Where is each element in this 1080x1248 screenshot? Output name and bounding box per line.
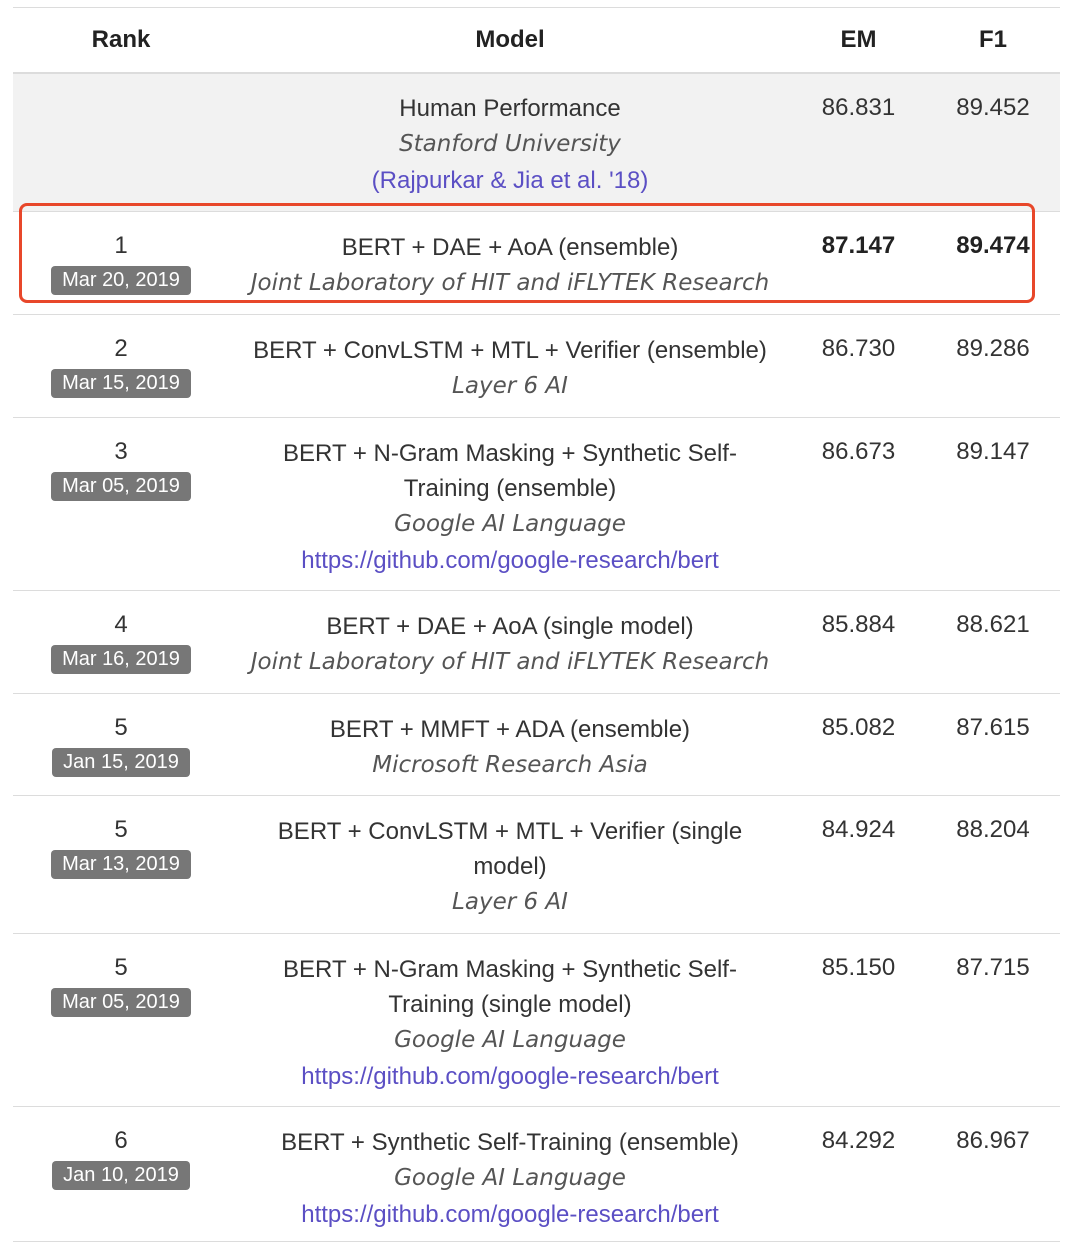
table-row bbox=[13, 418, 1060, 591]
rank-cell bbox=[13, 212, 229, 295]
model-name: Training (ensemble) bbox=[403, 475, 617, 502]
human-citation-link[interactable]: (Rajpurkar & Jia et al. '18) bbox=[371, 167, 649, 194]
table-row bbox=[13, 212, 1060, 315]
rank-cell bbox=[13, 694, 229, 777]
table-row bbox=[13, 796, 1060, 934]
rank-cell bbox=[13, 591, 229, 674]
model-cell bbox=[229, 934, 791, 1110]
organization: Layer 6 AI bbox=[452, 889, 568, 915]
rank-number: 5 bbox=[114, 816, 128, 843]
model-cell bbox=[229, 212, 791, 318]
em-score: 86.673 bbox=[821, 438, 896, 465]
model-name: BERT + DAE + AoA (single model) bbox=[326, 613, 694, 640]
organization: Joint Laboratory of HIT and iFLYTEK Research bbox=[250, 649, 770, 675]
header-rank: Rank bbox=[91, 26, 151, 53]
rank-cell bbox=[13, 418, 229, 501]
model-cell bbox=[229, 591, 791, 697]
rank-number: 5 bbox=[114, 714, 128, 741]
organization: Microsoft Research Asia bbox=[372, 752, 648, 778]
leaderboard-table bbox=[13, 7, 1060, 1242]
organization: Layer 6 AI bbox=[452, 373, 568, 399]
model-name: BERT + ConvLSTM + MTL + Verifier (single bbox=[277, 818, 743, 845]
model-name: BERT + Synthetic Self-Training (ensemble) bbox=[281, 1129, 739, 1156]
f1-score: 87.615 bbox=[956, 714, 1030, 741]
em-score: 85.150 bbox=[821, 954, 896, 981]
model-name: BERT + MMFT + ADA (ensemble) bbox=[329, 716, 691, 743]
em-score: 84.924 bbox=[821, 816, 896, 843]
model-link[interactable]: https://github.com/google-research/bert bbox=[301, 1201, 719, 1228]
model-name: model) bbox=[473, 853, 547, 880]
human-model-cell bbox=[229, 74, 791, 214]
human-org: Stanford University bbox=[399, 131, 621, 157]
f1-score: 86.967 bbox=[956, 1127, 1030, 1154]
date-badge: Mar 05, 2019 bbox=[51, 988, 191, 1017]
f1-score: 89.147 bbox=[956, 438, 1030, 465]
human-f1: 89.452 bbox=[956, 94, 1030, 121]
header-model: Model bbox=[475, 26, 545, 53]
date-badge: Mar 15, 2019 bbox=[51, 369, 191, 398]
rank-number: 1 bbox=[114, 232, 128, 259]
em-score: 86.730 bbox=[821, 335, 896, 362]
model-cell bbox=[229, 796, 791, 937]
organization: Joint Laboratory of HIT and iFLYTEK Research bbox=[250, 270, 770, 296]
table-row bbox=[13, 591, 1060, 694]
date-badge: Mar 13, 2019 bbox=[51, 850, 191, 879]
rank-number: 4 bbox=[114, 611, 128, 638]
organization: Google AI Language bbox=[394, 511, 626, 537]
model-cell bbox=[229, 418, 791, 594]
em-score: 85.082 bbox=[821, 714, 896, 741]
date-badge: Mar 05, 2019 bbox=[51, 472, 191, 501]
table-row bbox=[13, 1107, 1060, 1242]
header-em: EM bbox=[840, 26, 877, 53]
leaderboard-rows bbox=[13, 212, 1060, 1242]
model-cell bbox=[229, 315, 791, 421]
model-name: BERT + DAE + AoA (ensemble) bbox=[341, 234, 679, 261]
model-link[interactable]: https://github.com/google-research/bert bbox=[301, 547, 719, 574]
human-performance-row bbox=[13, 74, 1060, 212]
table-row bbox=[13, 934, 1060, 1107]
header-f1: F1 bbox=[978, 26, 1007, 53]
table-header-row bbox=[13, 8, 1060, 74]
rank-cell bbox=[13, 796, 229, 879]
rank-number: 3 bbox=[114, 438, 128, 465]
rank-cell bbox=[13, 934, 229, 1017]
human-model-name: Human Performance bbox=[399, 95, 621, 122]
date-badge: Jan 10, 2019 bbox=[52, 1161, 190, 1190]
rank-cell bbox=[13, 1107, 229, 1190]
rank-number: 2 bbox=[114, 335, 128, 362]
human-em: 86.831 bbox=[821, 94, 896, 121]
date-badge: Mar 20, 2019 bbox=[51, 266, 191, 295]
table-row bbox=[13, 315, 1060, 418]
model-name: BERT + ConvLSTM + MTL + Verifier (ensemble) bbox=[253, 337, 767, 364]
model-cell bbox=[229, 694, 791, 800]
table-row bbox=[13, 694, 1060, 796]
f1-score: 89.474 bbox=[956, 232, 1030, 259]
rank-number: 5 bbox=[114, 954, 128, 981]
em-score: 85.884 bbox=[821, 611, 896, 638]
f1-score: 89.286 bbox=[956, 335, 1030, 362]
rank-number: 6 bbox=[114, 1127, 128, 1154]
f1-score: 88.204 bbox=[956, 816, 1030, 843]
model-name: Training (single model) bbox=[388, 991, 632, 1018]
em-score: 84.292 bbox=[821, 1127, 896, 1154]
model-name: BERT + N-Gram Masking + Synthetic Self- bbox=[283, 956, 737, 983]
rank-cell bbox=[13, 315, 229, 398]
model-name: BERT + N-Gram Masking + Synthetic Self- bbox=[283, 440, 737, 467]
organization: Google AI Language bbox=[394, 1165, 626, 1191]
model-cell bbox=[229, 1107, 791, 1248]
f1-score: 88.621 bbox=[956, 611, 1030, 638]
organization: Google AI Language bbox=[394, 1027, 626, 1053]
f1-score: 87.715 bbox=[956, 954, 1030, 981]
date-badge: Jan 15, 2019 bbox=[52, 748, 190, 777]
date-badge: Mar 16, 2019 bbox=[51, 645, 191, 674]
em-score: 87.147 bbox=[821, 232, 896, 259]
model-link[interactable]: https://github.com/google-research/bert bbox=[301, 1063, 719, 1090]
